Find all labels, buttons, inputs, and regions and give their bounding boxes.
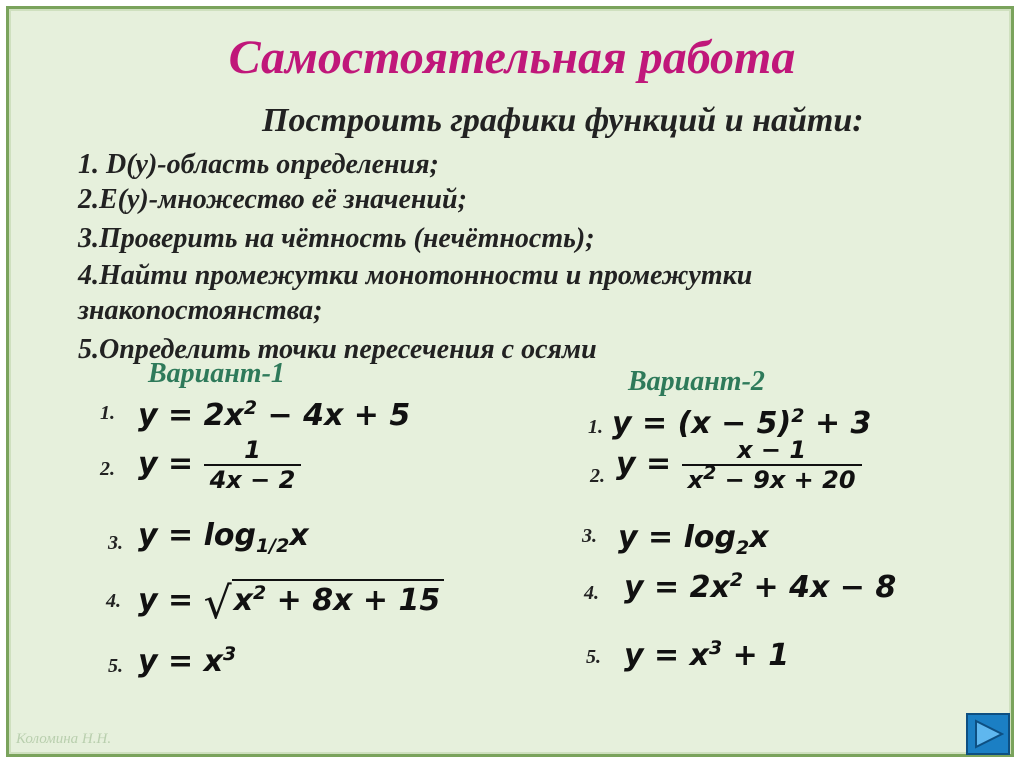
v1-formula-5: $y = x^3$ — [138, 643, 237, 679]
task-5: 5.Определить точки пересечения с осями — [78, 334, 597, 365]
v1-item-3-num: 3. — [108, 532, 123, 554]
author-footer: Коломина Н.Н. — [16, 731, 112, 747]
v1-formula-2: y = $\frac{1}{4x - 2}$ — [138, 436, 301, 494]
task-4-cont: знакопостоянства; — [78, 295, 323, 326]
v2-item-2-num: 2. — [590, 465, 605, 487]
task-1: 1. D(y)-область определения; — [78, 149, 439, 180]
v1-item-1-num: 1. — [100, 402, 115, 424]
task-2: 2.E(y)-множество её значений; — [78, 184, 467, 215]
v2-item-1-num: 1. — [588, 416, 603, 438]
v1-formula-3: $y = \log_{1/2}x$ — [138, 518, 309, 557]
v2-formula-1: $y = (x - 5)^2 + 3$ — [612, 405, 872, 441]
next-slide-button[interactable] — [966, 713, 1010, 755]
v2-formula-4: $y = 2x^2 + 4x - 8$ — [624, 569, 897, 605]
v2-item-3-num: 3. — [582, 525, 597, 547]
v2-formula-5: $y = x^3 + 1$ — [624, 637, 790, 673]
task-4: 4.Найти промежутки монотонности и промежутки — [78, 260, 753, 291]
v1-item-5-num: 5. — [108, 655, 123, 677]
variant-1-label: Вариант-1 — [148, 358, 285, 389]
v1-item-2-num: 2. — [100, 458, 115, 480]
v2-item-5-num: 5. — [586, 646, 601, 668]
v2-formula-2: y = $\frac{x - 1}{x^2 - 9x + 20}$ — [616, 436, 862, 494]
v2-item-4-num: 4. — [584, 582, 599, 604]
v1-formula-4: $y = √x^2 + 8x + 15$ — [138, 578, 444, 629]
subtitle: Построить графики функций и найти: — [262, 102, 864, 139]
task-3: 3.Проверить на чётность (нечётность); — [78, 223, 595, 254]
play-next-icon — [972, 719, 1004, 749]
v1-item-4-num: 4. — [106, 590, 121, 612]
slide-title: Самостоятельная работа — [228, 31, 796, 84]
variant-2-label: Вариант-2 — [628, 366, 765, 397]
v1-formula-1: $y = 2x^2 - 4x + 5$ — [138, 397, 411, 433]
v2-formula-3: $y = \log_2x$ — [618, 520, 769, 559]
